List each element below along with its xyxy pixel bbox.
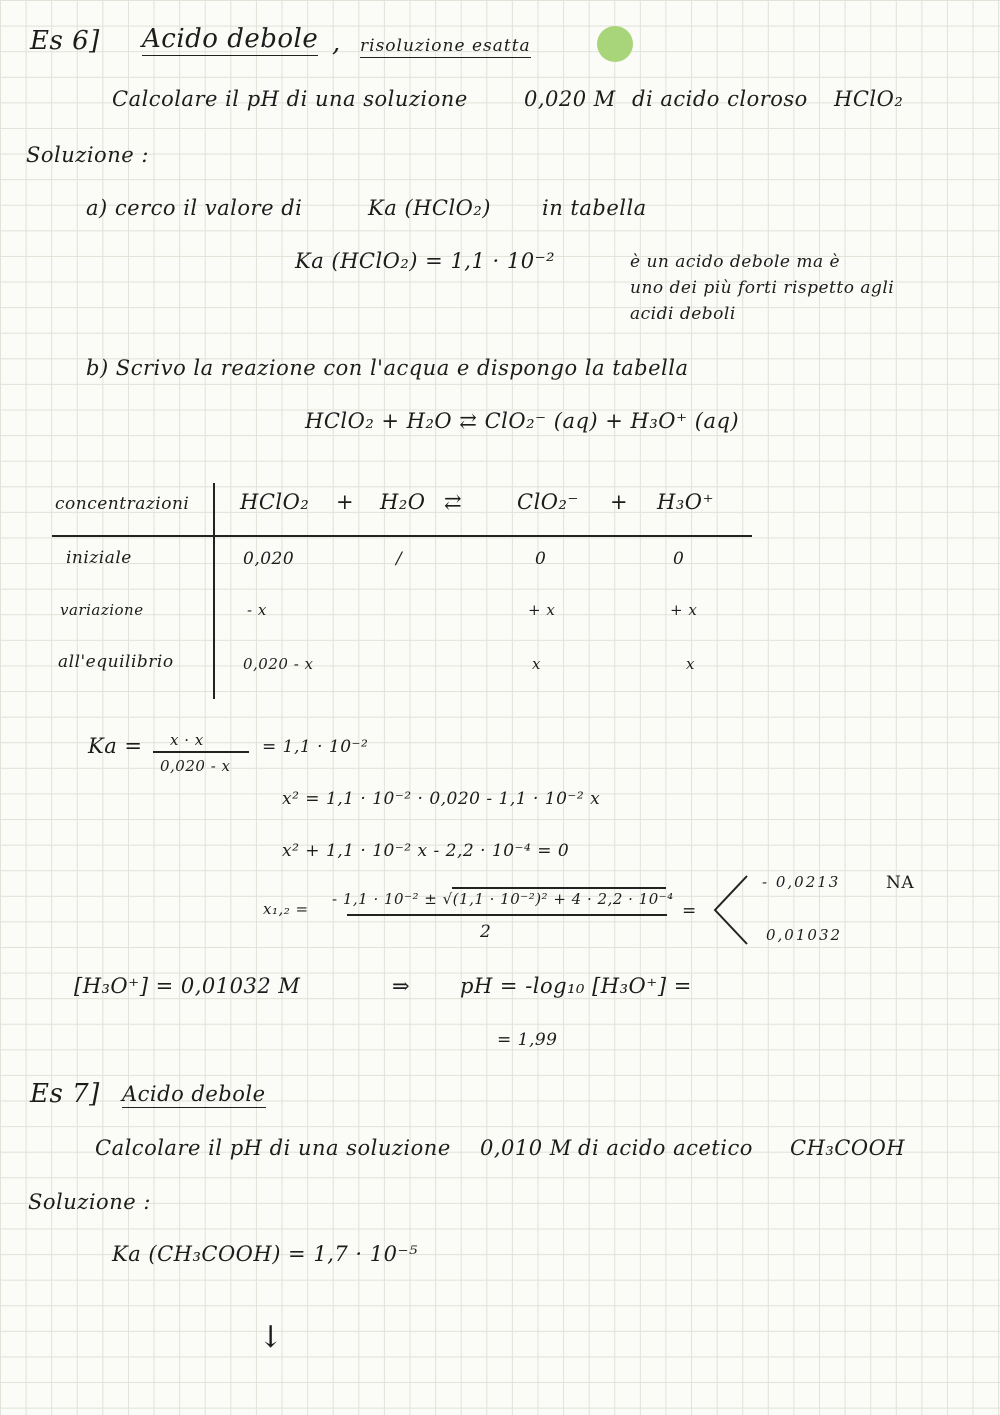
exercise-6-title-b: risoluzione esatta bbox=[360, 36, 531, 56]
ka-value: = 1,1 · 10⁻² bbox=[262, 737, 369, 757]
branch-brace-icon bbox=[705, 872, 753, 948]
ph-value: = 1,99 bbox=[497, 1030, 558, 1050]
ka-symbol: Ka = bbox=[88, 734, 143, 758]
table-cell: 0,020 - x bbox=[243, 655, 314, 673]
problem-7-text-1: Calcolare il pH di una soluzione bbox=[95, 1136, 451, 1160]
quadratic-numerator: - 1,1 · 10⁻² ± √(1,1 · 10⁻²)² + 4 · 2,2 · 10⁻⁴ bbox=[332, 890, 674, 908]
table-header-clo2: ClO₂⁻ bbox=[517, 490, 580, 514]
table-header-h2o: H₂O bbox=[380, 490, 426, 514]
table-header-plus-1: + bbox=[336, 490, 355, 514]
table-cell: x bbox=[686, 655, 695, 673]
note-line-3: acidi deboli bbox=[630, 304, 736, 324]
table-header-label: concentrazioni bbox=[55, 494, 190, 514]
table-vertical-rule bbox=[213, 483, 215, 699]
implies-arrow: ⇒ bbox=[392, 974, 411, 998]
highlight-dot bbox=[597, 26, 633, 62]
table-header-plus-2: + bbox=[610, 490, 629, 514]
table-cell: + x bbox=[670, 601, 698, 619]
ka-fraction-numerator: x · x bbox=[170, 731, 204, 749]
note-line-1: è un acido debole ma è bbox=[630, 252, 841, 272]
ka-fraction-bar bbox=[153, 751, 249, 753]
table-cell: 0 bbox=[673, 549, 685, 569]
note-line-2: uno dei più forti rispetto agli bbox=[630, 278, 895, 298]
table-row-label: iniziale bbox=[66, 548, 132, 568]
equation-line-3: x² + 1,1 · 10⁻² x - 2,2 · 10⁻⁴ = 0 bbox=[282, 841, 570, 861]
table-row-label: variazione bbox=[60, 601, 144, 619]
table-header-hclo2: HClO₂ bbox=[240, 490, 310, 514]
exercise-6-label: Es 6] bbox=[30, 26, 100, 56]
h3o-concentration: [H₃O⁺] = 0,01032 M bbox=[74, 974, 301, 998]
arrow-down-icon: ↓ bbox=[258, 1320, 284, 1355]
table-cell: + x bbox=[528, 601, 556, 619]
table-header-h3o: H₃O⁺ bbox=[657, 490, 715, 514]
quadratic-equals: = bbox=[682, 901, 697, 921]
ka-fraction-denominator: 0,020 - x bbox=[160, 757, 231, 775]
quadratic-fraction-bar bbox=[347, 914, 667, 916]
step-a-text: a) cerco il valore di bbox=[86, 196, 303, 220]
exercise-6-title-a: Acido debole bbox=[142, 24, 319, 54]
problem-text-2: di acido cloroso bbox=[632, 87, 808, 111]
root-1: - 0,0213 bbox=[762, 873, 841, 891]
exercise-6-title-sep: , bbox=[332, 28, 341, 58]
solution-7-label: Soluzione : bbox=[28, 1190, 151, 1214]
reaction-equation: HClO₂ + H₂O ⇄ ClO₂⁻ (aq) + H₃O⁺ (aq) bbox=[305, 409, 740, 433]
step-a-ka-label: Ka (HClO₂) bbox=[368, 196, 492, 220]
step-a-in-table: in tabella bbox=[542, 196, 647, 220]
problem-7-concentration: 0,010 M bbox=[480, 1136, 572, 1160]
problem-7-text-2: di acido acetico bbox=[578, 1136, 753, 1160]
step-b-text: b) Scrivo la reazione con l'acqua e dispongo la tabella bbox=[86, 356, 689, 380]
quadratic-denominator: 2 bbox=[480, 922, 492, 942]
root-2: 0,01032 bbox=[766, 926, 843, 944]
problem-text-1: Calcolare il pH di una soluzione bbox=[112, 87, 468, 111]
root-1-not-acceptable: NA bbox=[886, 873, 915, 893]
table-row-label: all'equilibrio bbox=[58, 652, 174, 672]
problem-concentration: 0,020 M bbox=[524, 87, 616, 111]
problem-formula: HClO₂ bbox=[834, 87, 904, 111]
problem-7-formula: CH₃COOH bbox=[790, 1136, 906, 1160]
sqrt-overline bbox=[452, 887, 666, 889]
table-cell: 0 bbox=[535, 549, 547, 569]
table-header-arrow: ⇄ bbox=[444, 490, 463, 514]
ph-formula: pH = -log₁₀ [H₃O⁺] = bbox=[460, 974, 692, 998]
ka-equation: Ka (HClO₂) = 1,1 · 10⁻² bbox=[295, 249, 556, 273]
equation-line-2: x² = 1,1 · 10⁻² · 0,020 - 1,1 · 10⁻² x bbox=[282, 789, 601, 809]
table-cell: x bbox=[532, 655, 541, 673]
solution-label: Soluzione : bbox=[26, 143, 149, 167]
table-horizontal-rule bbox=[52, 535, 752, 537]
table-cell: / bbox=[396, 549, 403, 569]
quadratic-roots-label: x₁,₂ = bbox=[263, 900, 309, 918]
table-cell: 0,020 bbox=[243, 549, 295, 569]
ka-acetic-acid: Ka (CH₃COOH) = 1,7 · 10⁻⁵ bbox=[112, 1242, 418, 1266]
table-cell: - x bbox=[247, 601, 267, 619]
exercise-7-label: Es 7] bbox=[30, 1079, 100, 1109]
exercise-7-title: Acido debole bbox=[122, 1082, 266, 1106]
